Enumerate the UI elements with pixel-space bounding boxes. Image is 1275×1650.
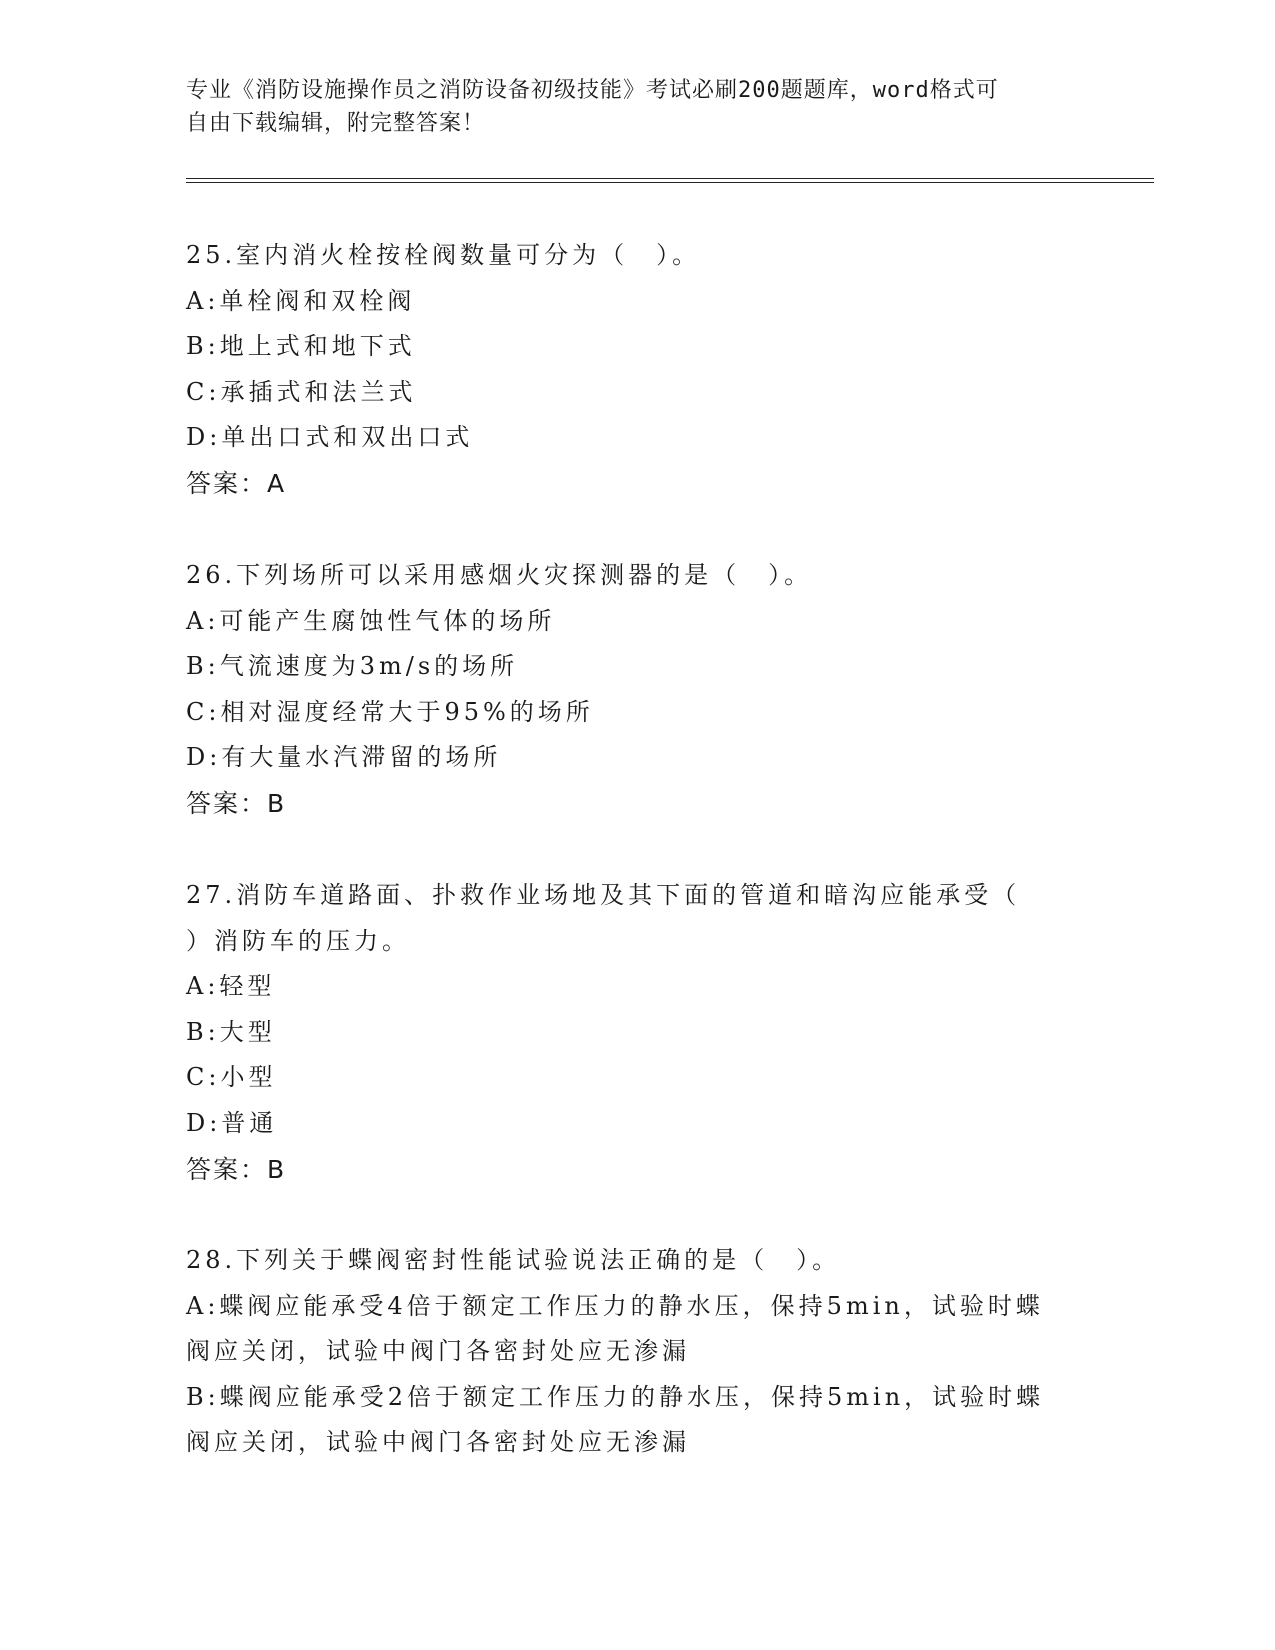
question-26 — [186, 553, 1086, 827]
option-d: D:单出口式和双出口式 — [186, 423, 474, 452]
answer: 答案：A — [186, 468, 287, 498]
option-a: A:可能产生腐蚀性气体的场所 — [186, 606, 556, 635]
option-a: A:轻型 — [186, 972, 276, 1001]
option-b-continued: 阀应关闭，试验中阀门各密封处应无渗漏 — [186, 1428, 690, 1457]
option-c: C:相对湿度经常大于95%的场所 — [186, 697, 594, 726]
option-d: D:有大量水汽滞留的场所 — [186, 743, 502, 772]
question-stem: 28.下列关于蝶阀密封性能试验说法正确的是（ ）。 — [186, 1246, 841, 1274]
option-b: B:地上式和地下式 — [186, 332, 416, 361]
document-header — [186, 74, 1086, 140]
option-a: A:蝶阀应能承受4倍于额定工作压力的静水压，保持5min，试验时蝶 — [186, 1291, 1044, 1320]
header-line-2: 自由下载编辑，附完整答案！ — [186, 111, 486, 136]
header-divider-bottom — [186, 182, 1154, 183]
option-b: B:蝶阀应能承受2倍于额定工作压力的静水压，保持5min，试验时蝶 — [186, 1382, 1045, 1411]
option-c: C:小型 — [186, 1063, 277, 1092]
question-27 — [186, 873, 1086, 1192]
answer: 答案：B — [186, 788, 287, 818]
header-line-1: 专业《消防设施操作员之消防设备初级技能》考试必刷200题题库，word格式可 — [186, 78, 999, 103]
question-stem-continued: ）消防车的压力。 — [186, 926, 410, 955]
option-a: A:单栓阀和双栓阀 — [186, 286, 416, 315]
header-divider-top — [186, 178, 1154, 179]
question-stem: 27.消防车道路面、扑救作业场地及其下面的管道和暗沟应能承受（ — [186, 881, 1021, 909]
option-d: D:普通 — [186, 1108, 278, 1137]
question-stem: 26.下列场所可以采用感烟火灾探测器的是（ ）。 — [186, 561, 813, 589]
option-a-continued: 阀应关闭，试验中阀门各密封处应无渗漏 — [186, 1337, 690, 1366]
question-stem: 25.室内消火栓按栓阀数量可分为（ ）。 — [186, 241, 701, 269]
answer: 答案：B — [186, 1154, 287, 1184]
option-b: B:大型 — [186, 1017, 276, 1046]
question-25 — [186, 233, 1086, 507]
option-c: C:承插式和法兰式 — [186, 377, 417, 406]
question-28 — [186, 1238, 1086, 1466]
option-b: B:气流速度为3m/s的场所 — [186, 652, 519, 681]
